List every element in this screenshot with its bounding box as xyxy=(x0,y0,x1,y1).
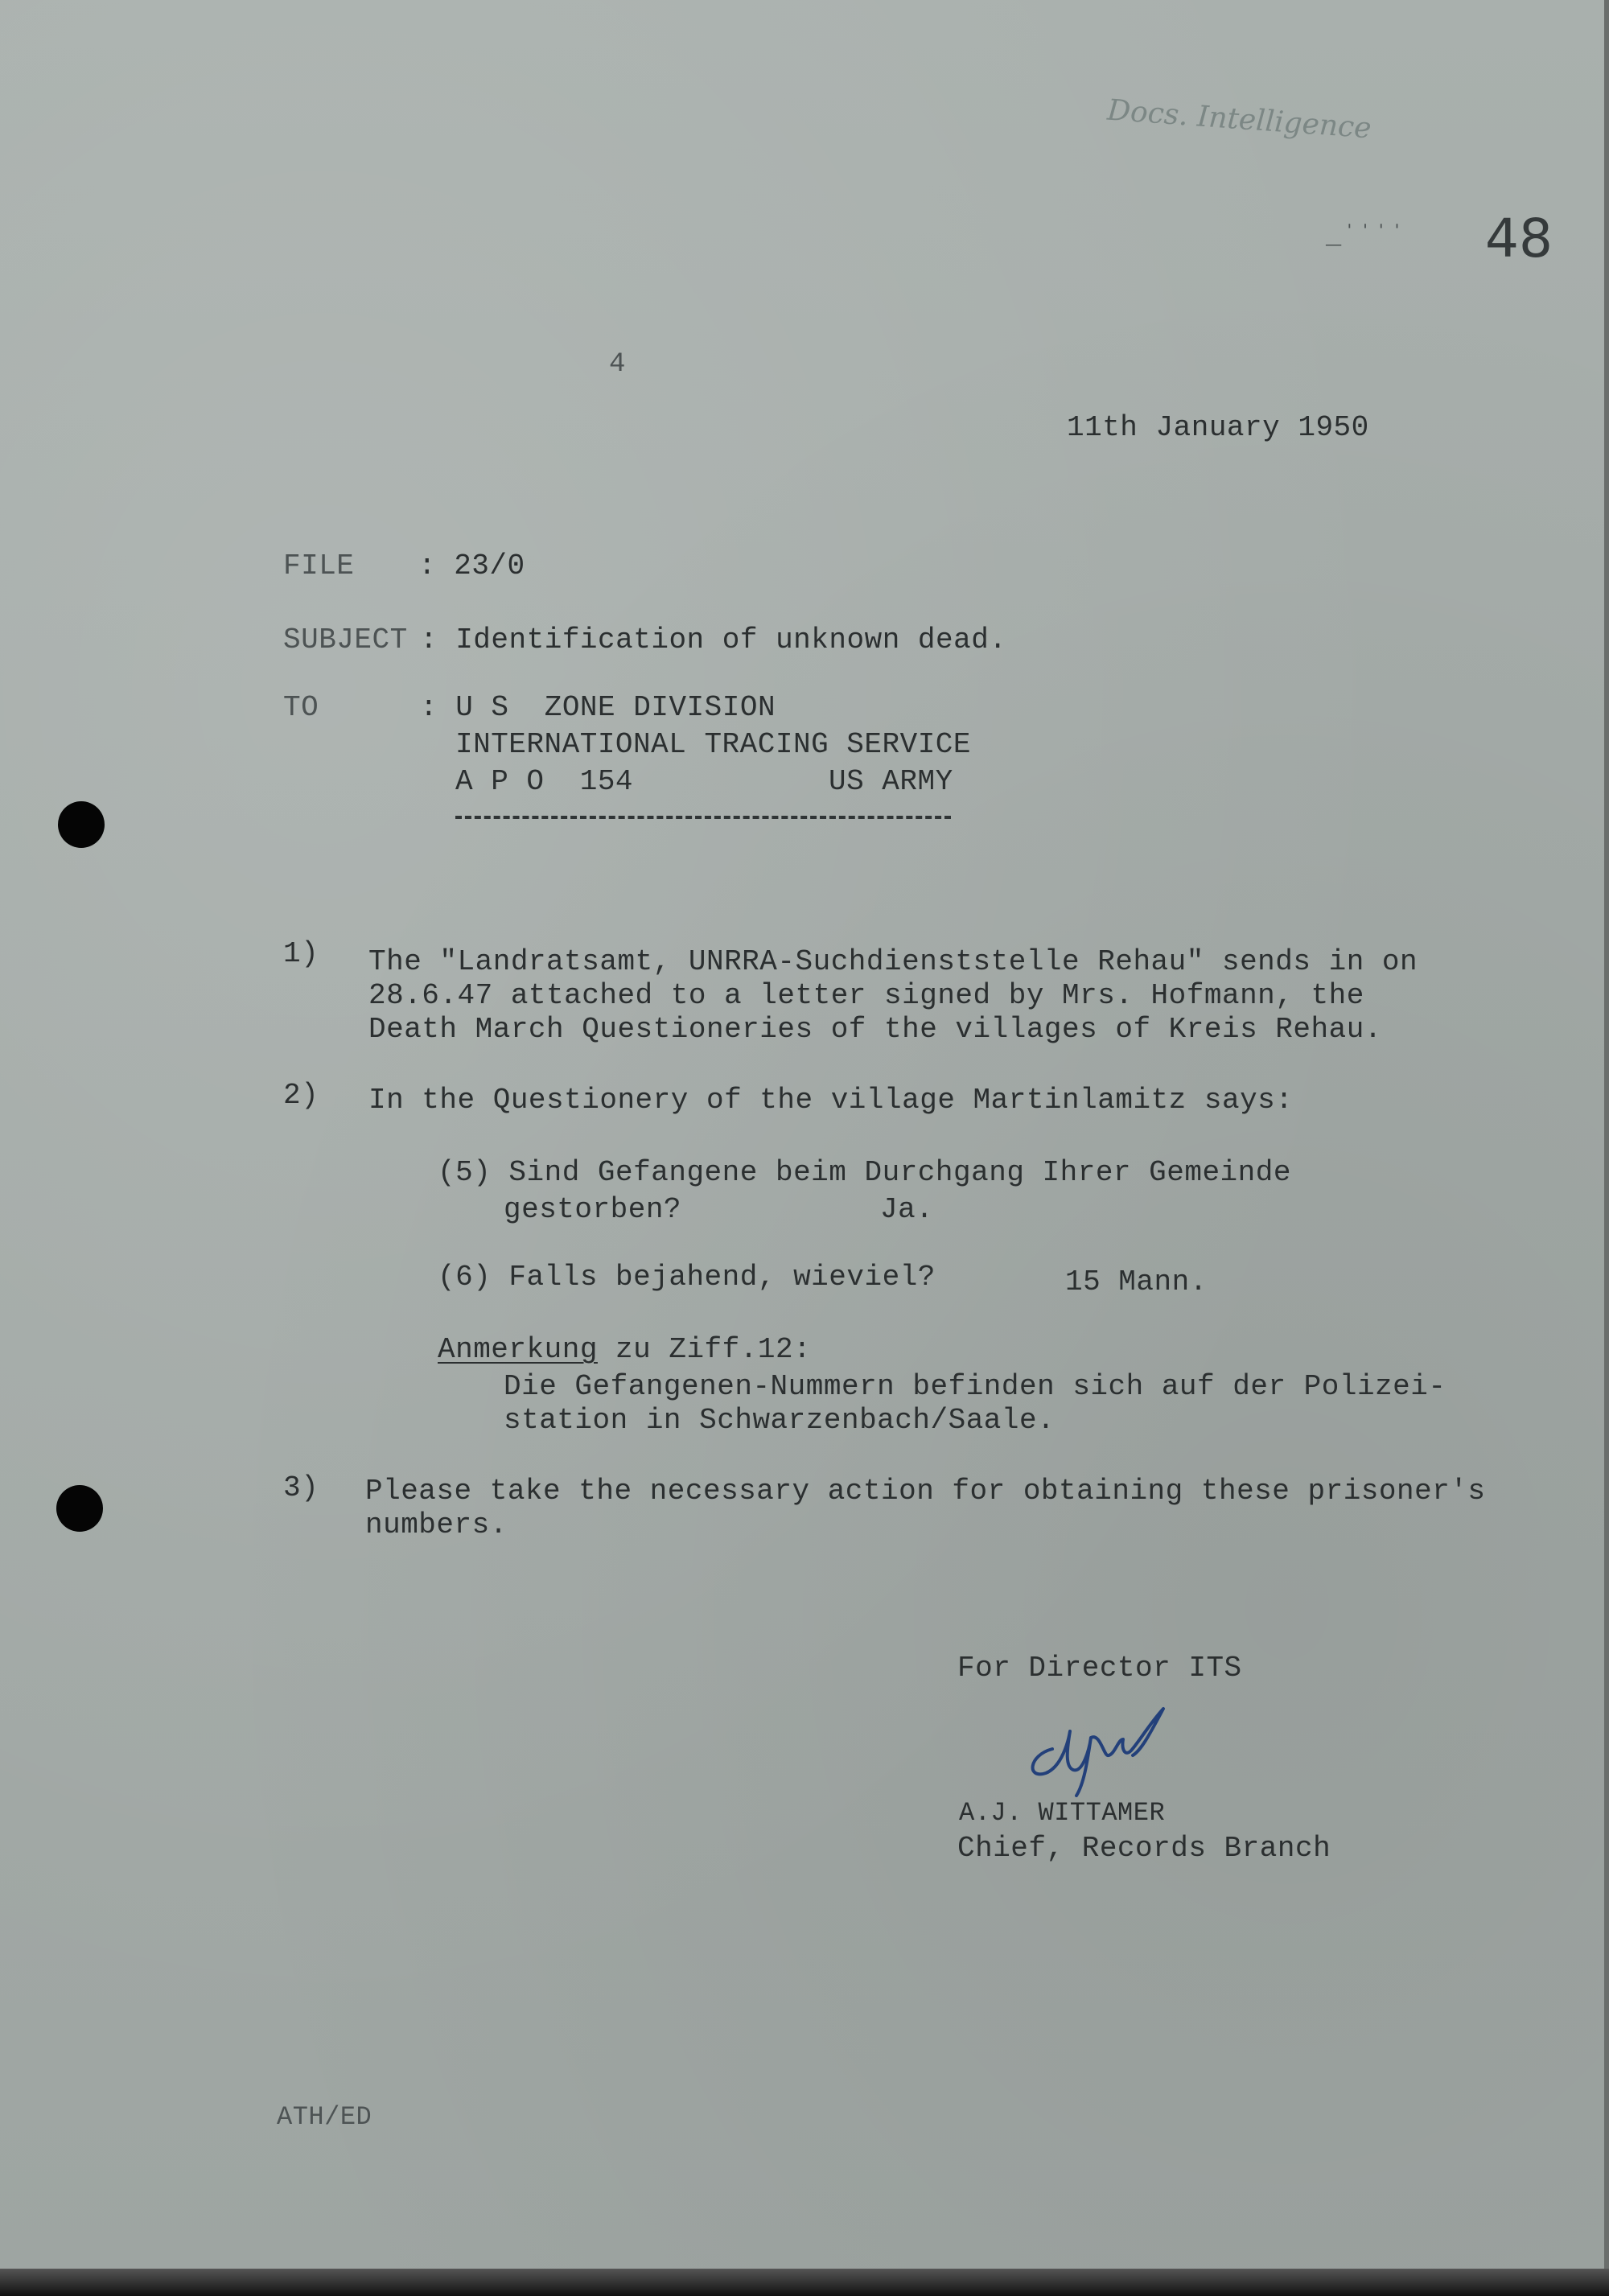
question-6-line-1: (6) Falls bejahend, wieviel? xyxy=(438,1261,936,1294)
handwritten-signature xyxy=(1020,1693,1189,1797)
paragraph-1-line-2: 28.6.47 attached to a letter signed by Mrs. Hofmann, the xyxy=(368,979,1364,1012)
subject-value: : Identification of unknown dead. xyxy=(420,623,1007,656)
to-line-2: INTERNATIONAL TRACING SERVICE xyxy=(455,728,972,761)
page-number-top: 4 xyxy=(609,349,626,380)
scan-edge-bottom xyxy=(0,2269,1609,2296)
file-value: : 23/0 xyxy=(418,549,525,582)
page-mark-prefix: _ˈˈˈˈ xyxy=(1326,221,1405,251)
paragraph-1-number: 1) xyxy=(283,937,319,970)
to-line-3-right: US ARMY xyxy=(829,765,953,798)
paragraph-2-line-1: In the Questionery of the village Martinlamitz says: xyxy=(368,1084,1294,1117)
signature-for-line: For Director ITS xyxy=(957,1652,1242,1685)
punch-hole-bottom xyxy=(56,1485,103,1532)
paragraph-1-line-1: The "Landratsamt, UNRRA-Suchdienststelle Rehau" sends in on xyxy=(368,945,1418,978)
punch-hole-top xyxy=(58,801,105,848)
pencil-annotation: Docs. Intelligence xyxy=(1105,93,1372,146)
paragraph-1-line-3: Death March Questioneries of the villages of Kreis Rehau. xyxy=(368,1013,1382,1046)
signatory-title: Chief, Records Branch xyxy=(957,1832,1331,1865)
note-label-rest: zu Ziff.12: xyxy=(597,1333,812,1366)
scan-edge-right xyxy=(1604,0,1609,2296)
note-line-1: Die Gefangenen-Nummern befinden sich auf der Polizei- xyxy=(504,1370,1446,1403)
page-mark-number: 48 xyxy=(1485,208,1553,270)
letter-date: 11th January 1950 xyxy=(1067,411,1369,444)
reference-initials: ATH/ED xyxy=(277,2102,372,2132)
signatory-name: A.J. WITTAMER xyxy=(959,1798,1166,1828)
note-label: Anmerkung xyxy=(438,1333,598,1366)
paragraph-2-number: 2) xyxy=(283,1079,319,1112)
question-5-line-2: gestorben? xyxy=(504,1193,682,1226)
question-5-answer: Ja. xyxy=(880,1193,934,1226)
file-label: FILE xyxy=(283,549,355,582)
note-heading xyxy=(438,1335,811,1364)
question-6-answer: 15 Mann. xyxy=(1065,1265,1208,1298)
paragraph-3-number: 3) xyxy=(283,1471,319,1504)
to-label: TO xyxy=(283,691,319,724)
to-line-1: : U S ZONE DIVISION xyxy=(420,691,776,724)
paragraph-3-line-1: Please take the necessary action for obtaining these prisoner's xyxy=(365,1475,1486,1508)
to-line-3-left: A P O 154 xyxy=(455,765,634,798)
note-line-2: station in Schwarzenbach/Saale. xyxy=(504,1404,1056,1437)
paragraph-3-line-2: numbers. xyxy=(365,1508,508,1541)
question-5-line-1: (5) Sind Gefangene beim Durchgang Ihrer Gemeinde xyxy=(438,1156,1291,1189)
subject-label: SUBJECT xyxy=(283,623,408,656)
address-rule xyxy=(455,816,951,819)
